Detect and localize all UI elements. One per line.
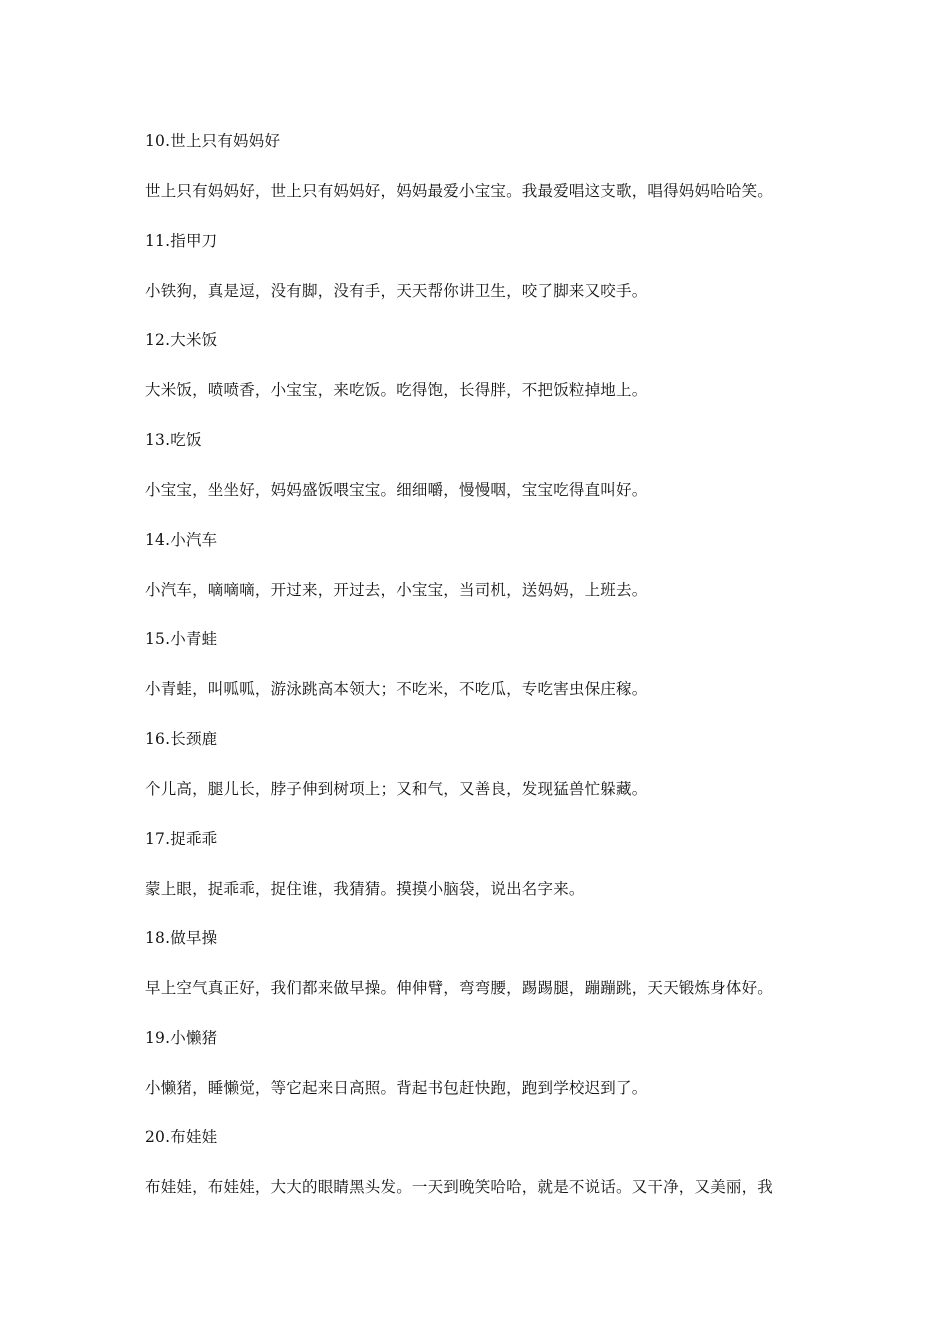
section-title: 15.小青蛙 <box>145 630 218 648</box>
section-body: 个儿高，腿儿长，脖子伸到树项上；又和气，又善良，发现猛兽忙躲藏。 <box>145 780 648 798</box>
section-body: 小汽车，嘀嘀嘀，开过来，开过去，小宝宝，当司机，送妈妈，上班去。 <box>145 581 648 599</box>
section-body: 布娃娃，布娃娃，大大的眼睛黑头发。一天到晚笑哈哈，就是不说话。又干净，又美丽，我 <box>145 1178 774 1196</box>
section-title: 11.指甲刀 <box>145 232 218 250</box>
section-body: 小青蛙，叫呱呱，游泳跳高本领大；不吃米，不吃瓜，专吃害虫保庄稼。 <box>145 680 648 698</box>
section-title: 17.捉乖乖 <box>145 830 218 848</box>
section-body: 大米饭，喷喷香，小宝宝，来吃饭。吃得饱，长得胖，不把饭粒掉地上。 <box>145 381 648 399</box>
section-body: 小铁狗，真是逗，没有脚，没有手，天天帮你讲卫生，咬了脚来又咬手。 <box>145 282 648 300</box>
section-title: 16.长颈鹿 <box>145 730 218 748</box>
section-title: 20.布娃娃 <box>145 1128 218 1146</box>
section-title: 14.小汽车 <box>145 531 218 549</box>
section-title: 12.大米饭 <box>145 331 218 349</box>
section-body: 蒙上眼，捉乖乖，捉住谁，我猜猜。摸摸小脑袋，说出名字来。 <box>145 880 585 898</box>
section-title: 13.吃饭 <box>145 431 202 449</box>
section-body: 小懒猪，睡懒觉，等它起来日高照。背起书包赶快跑，跑到学校迟到了。 <box>145 1079 648 1097</box>
section-title: 10.世上只有妈妈好 <box>145 132 281 150</box>
section-title: 18.做早操 <box>145 929 218 947</box>
section-body: 小宝宝，坐坐好，妈妈盛饭喂宝宝。细细嚼，慢慢咽，宝宝吃得直叫好。 <box>145 481 648 499</box>
section-body: 早上空气真正好，我们都来做早操。伸伸臂，弯弯腰，踢踢腿，蹦蹦跳，天天锻炼身体好。 <box>145 979 774 997</box>
section-body: 世上只有妈妈好，世上只有妈妈好，妈妈最爱小宝宝。我最爱唱这支歌，唱得妈妈哈哈笑。 <box>145 182 774 200</box>
section-title: 19.小懒猪 <box>145 1029 218 1047</box>
